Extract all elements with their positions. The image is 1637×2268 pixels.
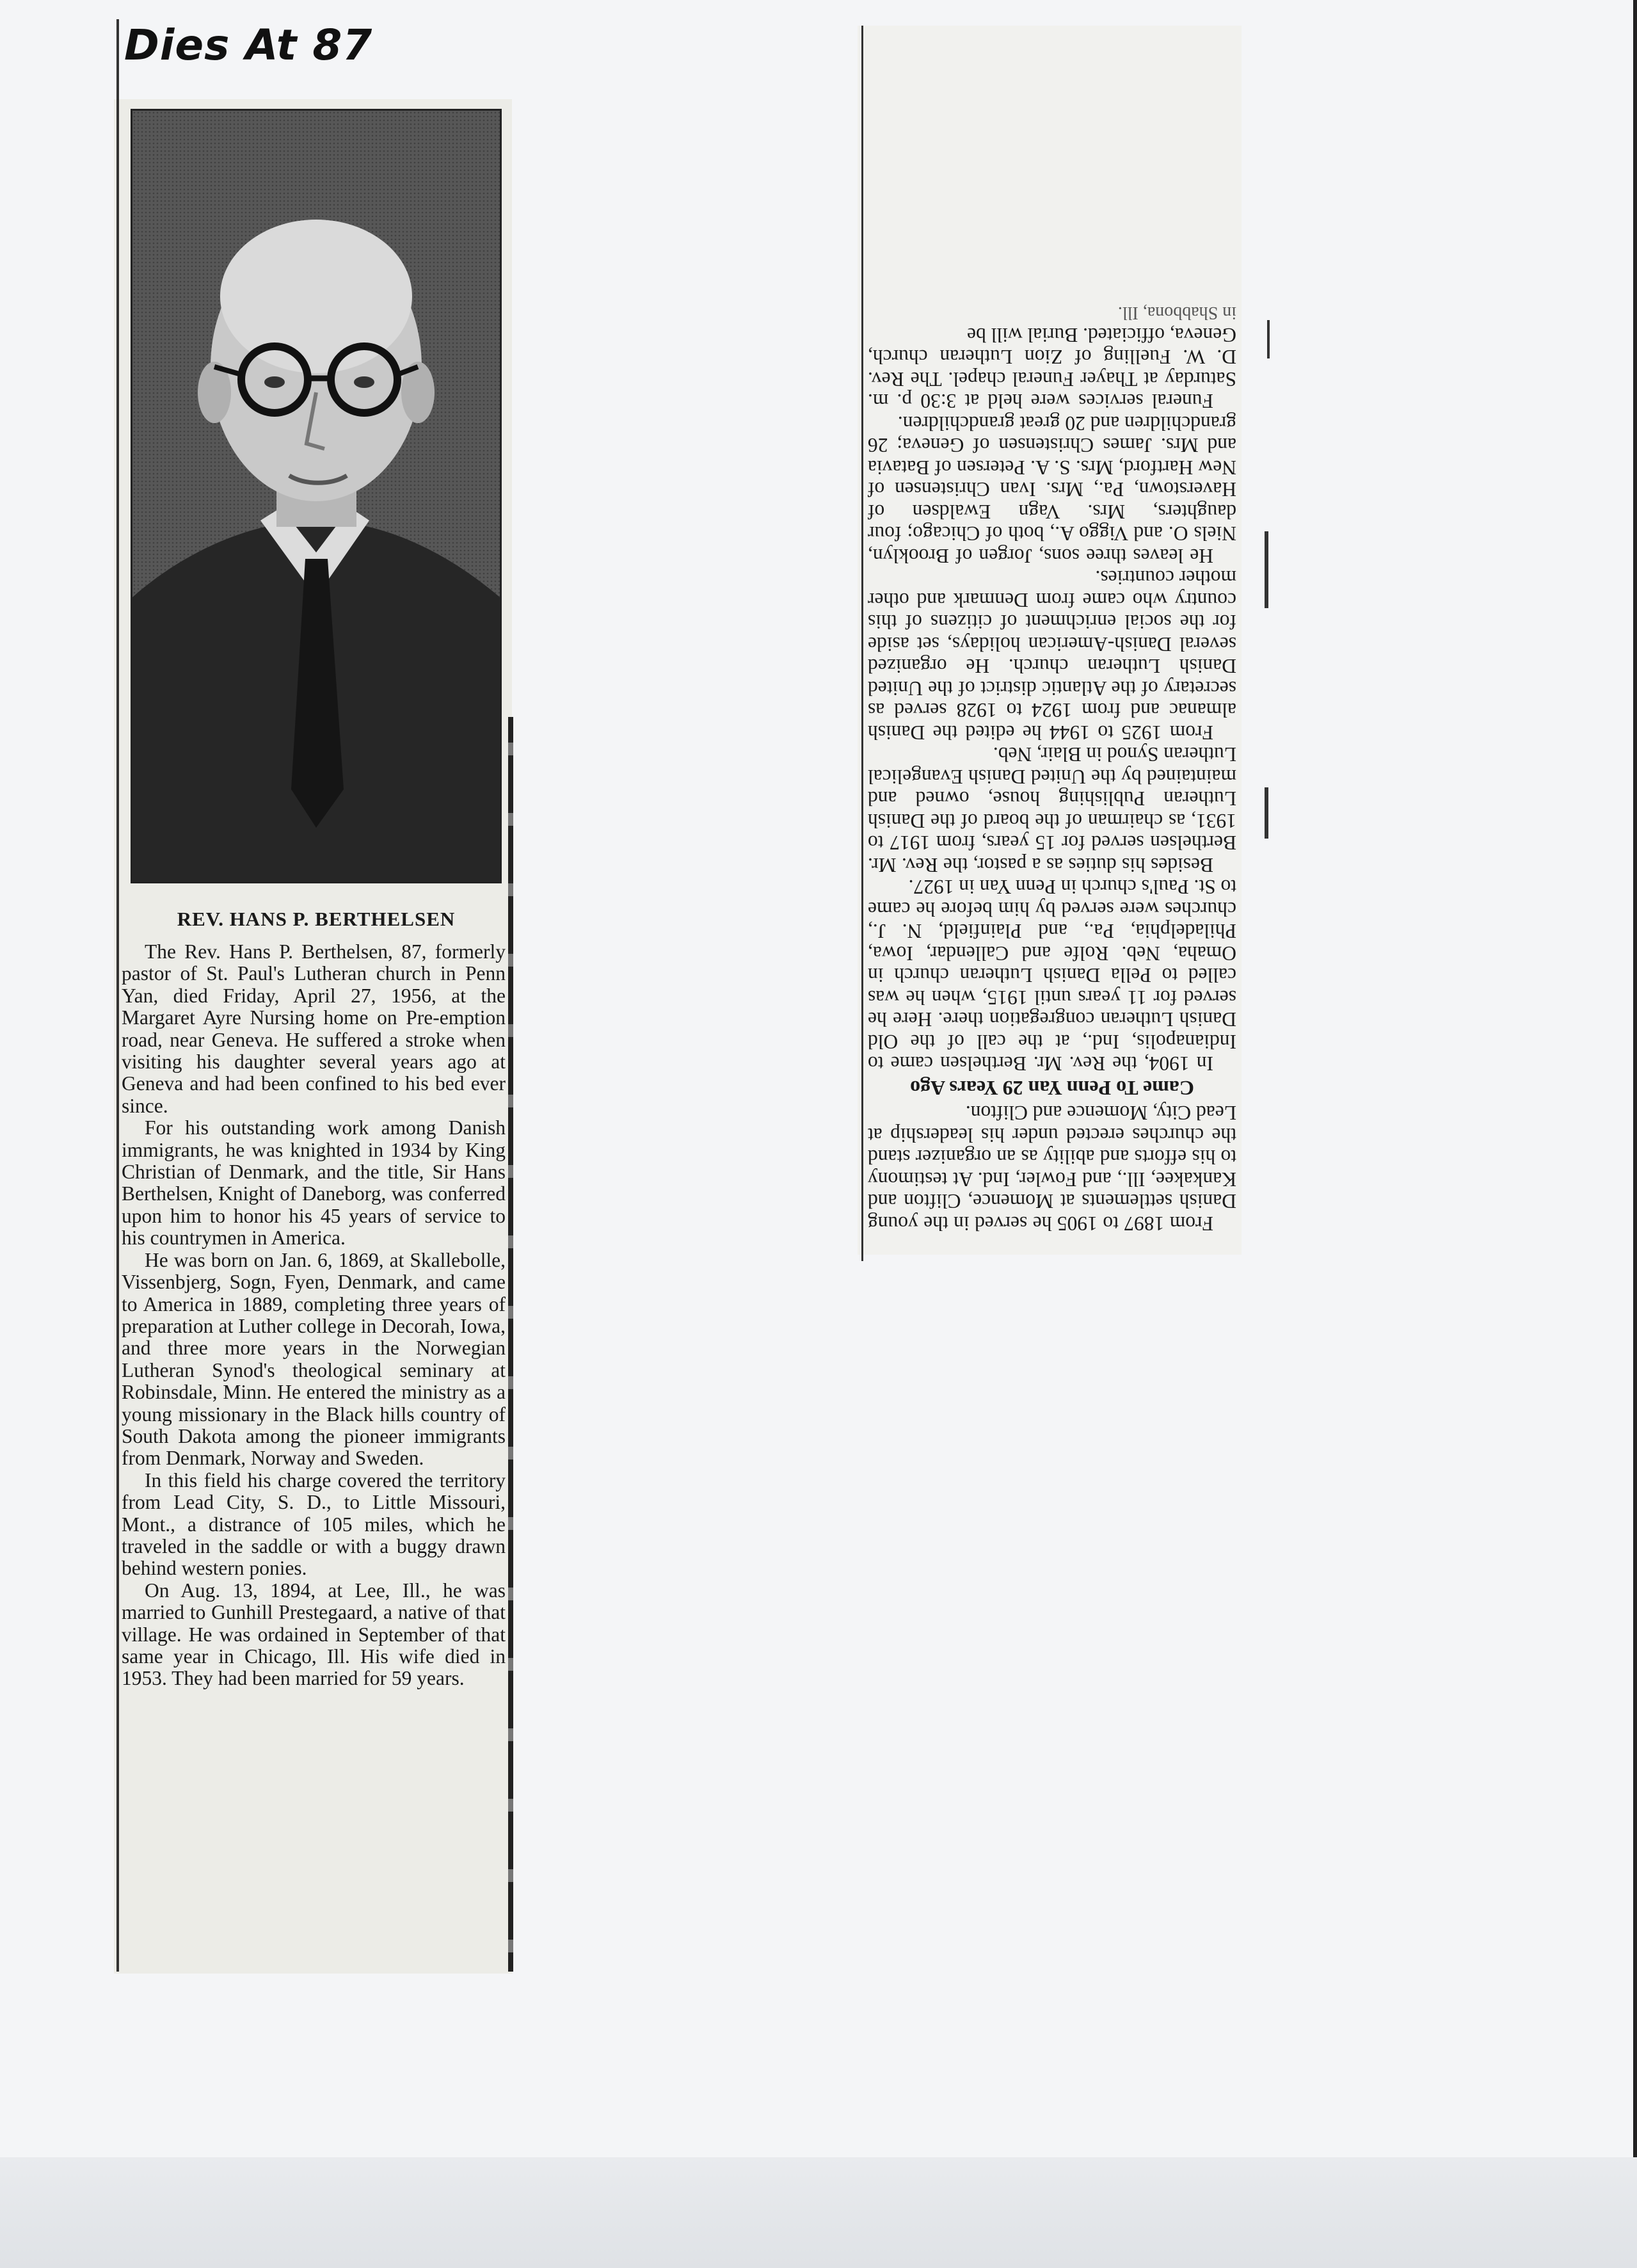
scan-mark [1265, 787, 1268, 839]
left-article-column [122, 941, 506, 1690]
subheading: Came To Penn Yan 29 Years Ago [910, 1077, 1194, 1100]
paragraph: From 1897 to 1905 he served in the young Danish settlements at Momence, Clifton and Kankakee, Ill., and Fowler, Ind. At testimony to his efforts and ability as an organizer stand the churches erected under his leadership at Lead City, Momence and Clifton. [868, 1102, 1236, 1235]
paragraph: He was born on Jan. 6, 1869, at Skallebolle, Vissenbjerg, Sogn, Fyen, Denmark, and came to America in 1889, completing three years of preparation at Luther college in Decorah, Iowa, and three more years in the Norwegian Lutheran Synod's theological seminary at Robinsdale, Minn. He entered the ministry as a young missionary in the Black hills country of South Dakota among the pioneer immigrants from Denmark, Norway and Sweden. [122, 1248, 506, 1470]
scanner-bed-strip [0, 2157, 1637, 2268]
paragraph: Besides his duties as a pastor, the Rev. Mr. Berthelsen served for 15 years, from 1917 to 1931, as chairman of the board of the Danish Lutheran Publishing house, owned and maintained by the United Danish Evangelical Lutheran Synod in Blair, Neb. [868, 743, 1236, 876]
column-rule-left [116, 19, 119, 1972]
paragraph: On Aug. 13, 1894, at Lee, Ill., he was married to Gunhill Prestegaard, a native of that village. He was ordained in September of that same year in Chicago, Ill. His wife died in 1953. They had been married for 59 years. [122, 1579, 506, 1690]
portrait-photo [131, 109, 502, 883]
portrait-illustration [132, 111, 500, 881]
paragraph: In 1904, the Rev. Mr. Berthelsen came to Indianapolis, Ind., at the call of the Old Danish Lutheran congregation there. Here he served for 11 years until 1915, when he was called to Pella Danish Lutheran church in Omaha, Neb. Rolfe and Callendar, Iowa, Philadelphia, Pa., and Plainfield, N. J., churches were served by him before he came to St. Paul's church in Penn Yan in 1927. [868, 876, 1236, 1075]
paragraph: In this field his charge covered the territory from Lead City, S. D., to Little Missouri, Mont., a distrance of 105 miles, which he traveled in the saddle or with a buggy drawn behind western ponies. [122, 1468, 506, 1580]
paragraph: For his outstanding work among Danish immigrants, he was knighted in 1934 by King Christian of Denmark, and the title, Sir Hans Berthelsen, Knight of Daneborg, was conferred upon him to honor his 45 years of service to his countrymen in America. [122, 1116, 506, 1250]
paragraph: The Rev. Hans P. Berthelsen, 87, formerly pastor of St. Paul's Lutheran church in Penn Yan, died Friday, April 27, 1956, at the Margaret Ayre Nursing home on Pre-emption road, near Geneva. He suffered a stroke when visiting his daughter several years ago at Geneva and had been confined to his bed ever since. [122, 940, 506, 1117]
page-edge [1633, 0, 1637, 2157]
scan-mark [1267, 320, 1270, 358]
paragraph: Funeral services were held at 3:30 p. m. Saturday at Thayer Funeral chapel. The Rev. D. W. Fuelling of Zion Lutheran church, Geneva, officiated. Burial will be [868, 324, 1236, 413]
column-rule-right [508, 717, 513, 1972]
paragraph: From 1925 to 1944 he edited the Danish almanac and from 1924 to 1928 served as secretary of the Atlantic district of the United Danish Lutheran church. He organized several Danish-American holidays, set aside for the social enrichment of citizens of this country who came from Denmark and other mother countries. [868, 567, 1236, 744]
headline: Dies At 87 [124, 20, 373, 70]
paragraph: He leaves three sons, Jorgen of Brooklyn, Niels O. and Viggo A., both of Chicago; four daughters, Mrs. Vagn Ewaldsen of Haverstown, Pa., Mrs. Ivan Christensen of New Hartford, Mrs. S. A. Petersen of Batavia and Mrs. James Christensen of Geneva; 26 grandchildren and 20 great grandchildren. [868, 412, 1236, 567]
upside-down-article-column [868, 31, 1236, 1234]
photo-caption: REV. HANS P. BERTHELSEN [177, 908, 456, 930]
column-rule-upside-down [861, 26, 863, 1261]
cut-off-line: in Shabbona, Ill. [1117, 303, 1236, 323]
scan-mark [1265, 531, 1268, 608]
